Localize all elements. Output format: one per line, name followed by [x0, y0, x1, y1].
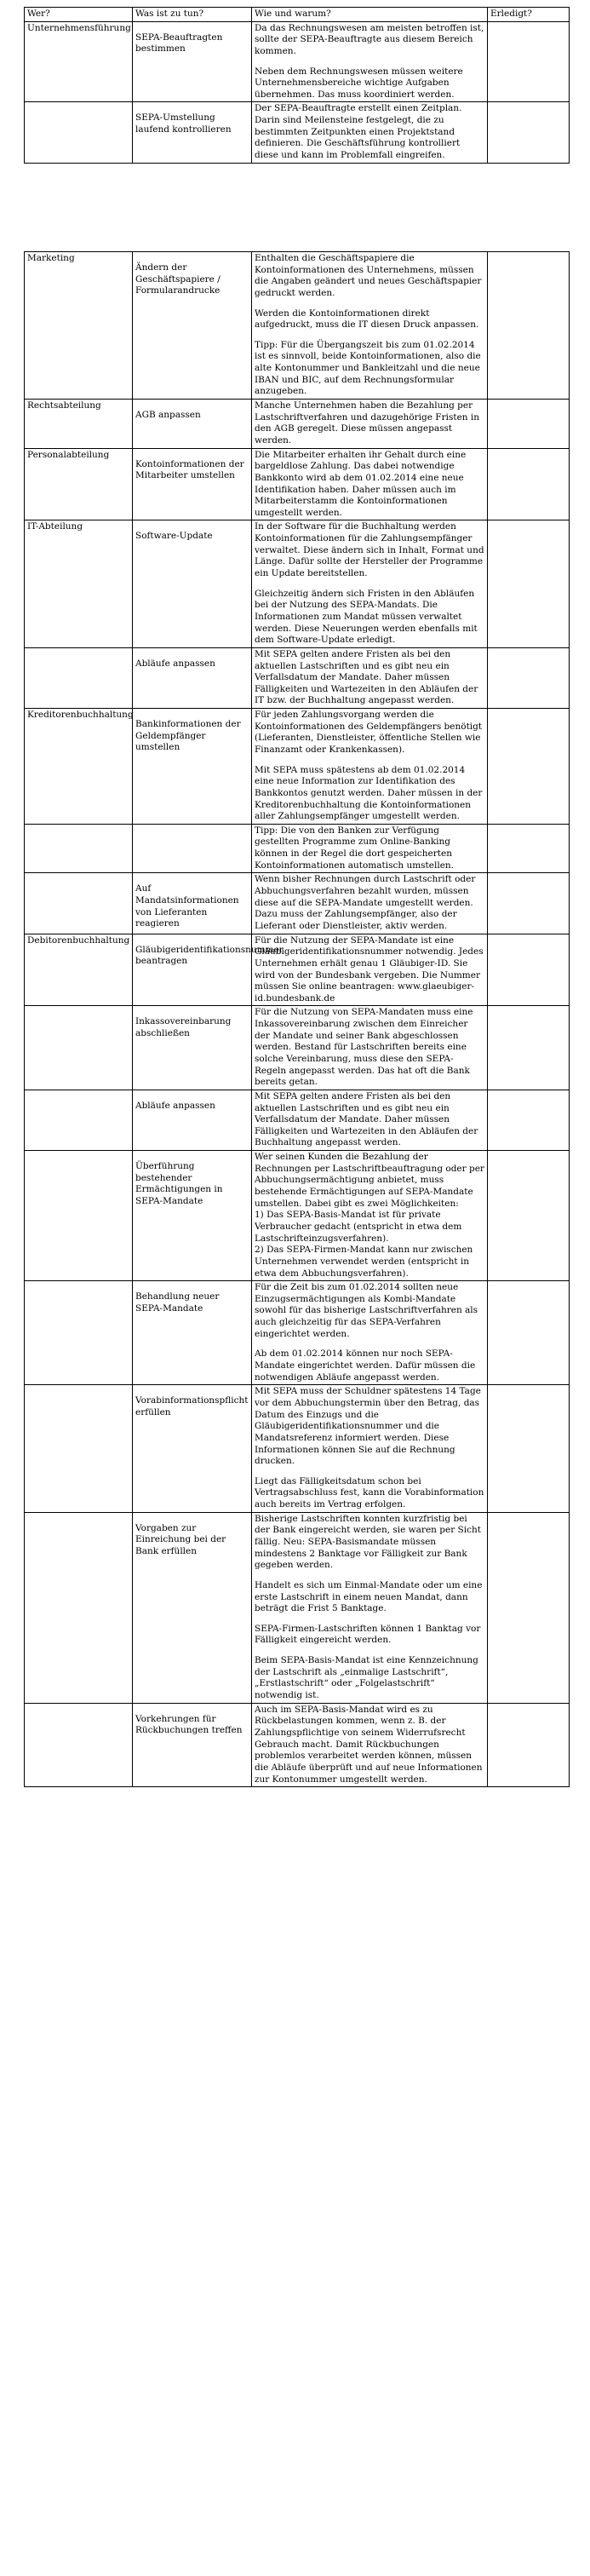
cell-who: Debitorenbuchhaltung [25, 934, 133, 1006]
table-row [25, 1385, 570, 1512]
table-row [25, 1512, 570, 1703]
cell-who: Rechtsabteilung [25, 400, 133, 449]
cell-how [252, 647, 488, 708]
cell-what: Vorabinformationspflicht erfüllen [133, 1385, 252, 1512]
how-paragraph: Tipp: Für die Übergangszeit bis zum 01.02.2014 ist es sinnvoll, beide Kontoinformationen, also die alte Kontonummer und Bankleitzahl und die neue IBAN und BIC, auf dem Rechnungsformular anzugeben. [255, 339, 481, 397]
table-row [25, 873, 570, 934]
how-paragraph: Bisherige Lastschriften konnten kurzfristig bei der Bank eingereicht werden, sie waren per Sicht fällig. Neu: SEPA-Basismandate müssen mindestens 2 Banktage vor Fälligkeit zur Bank gegeben werden. [255, 1513, 481, 1571]
cell-who [25, 873, 133, 934]
how-paragraph: Beim SEPA-Basis-Mandat ist eine Kennzeichnung der Lastschrift als „einmalige Lastschrift“, „Erstlastschrift“ oder „Folgelastschrift“ notwendig ist. [255, 1655, 478, 1701]
how-paragraph: Tipp: Die von den Banken zur Verfügung gestellten Programme zum Online-Banking können in der Regel die dort gespeicherten Kontoinformationen automatisch umstellen. [255, 825, 455, 871]
cell-who: Kreditorenbuchhaltung [25, 709, 133, 825]
cell-what: AGB anpassen [133, 400, 252, 449]
cell-what: Vorgaben zur Einreichung bei der Bank erfüllen [133, 1512, 252, 1703]
cell-who: Unternehmensführung [25, 21, 133, 102]
how-paragraph: Für die Nutzung von SEPA-Mandaten muss eine Inkassovereinbarung zwischen dem Einreicher der Mandate und seiner Bank abgeschlossen werden. Bestand für Lastschriften bereits eine solche Vereinbarung, muss diese den SEPA-Regeln angepasst werden. Das hat oft die Bank bereits getan. [255, 1007, 473, 1088]
how-paragraph: Wer seinen Kunden die Bezahlung der Rechnungen per Lastschriftbeauftragung oder per Abbuchungsermächtigung anbietet, muss bestehende Ermächtigungen auf SEPA-Mandate umstellen. Dabei gibt es zwei Möglichkeiten: 1) Das SEPA-Basis-Mandat ist für private Verbraucher gedacht (entspricht in etwa dem Lastschrifteinzugsverfahren). 2) Das SEPA-Firmen-Mandat kann nur zwischen Unternehmen verwendet werden (entspricht in etwa dem Abbuchungsverfahren). [255, 1152, 484, 1279]
how-paragraph: Mit SEPA gelten andere Fristen als bei den aktuellen Lastschriften und es gibt neu ein Verfallsdatum der Mandate. Daher müssen Fälligkeiten und Wartezeiten in den Abläufen der IT bzw. der Buchhaltung angepasst werden. [255, 648, 478, 706]
cell-what: Überführung bestehender Ermächtigungen in SEPA-Mandate [133, 1151, 252, 1281]
cell-who [25, 1090, 133, 1150]
cell-how [252, 824, 488, 873]
how-paragraph: In der Software für die Buchhaltung werden Kontoinformationen für die Zahlungsempfänger verwaltet. Diese ändern sich in Inhalt, Format und Länge. Dafür sollte der Hersteller der Programme ein Update bereitstellen. [255, 521, 484, 579]
cell-what: Bankinformationen der Geldempfänger umstellen [133, 709, 252, 825]
cell-how [252, 252, 488, 400]
table-row [25, 102, 570, 163]
task-table-part-1 [24, 7, 570, 164]
cell-who [25, 1703, 133, 1786]
cell-how [252, 400, 488, 449]
header-done: Erledigt? [488, 8, 570, 22]
cell-what: Kontoinformationen der Mitarbeiter umstellen [133, 448, 252, 520]
table-header-row [25, 8, 570, 22]
table-row [25, 448, 570, 520]
table-row [25, 824, 570, 873]
cell-done[interactable] [488, 520, 570, 647]
cell-what: Abläufe anpassen [133, 1090, 252, 1150]
cell-what: Behandlung neuer SEPA-Mandate [133, 1281, 252, 1385]
cell-how [252, 934, 488, 1006]
how-paragraph: Für jeden Zahlungsvorgang werden die Kontoinformationen des Geldempfängers benötigt (Lieferanten, Dienstleister, öffentliche Stellen wie Finanzamt oder Krankenkassen). [255, 710, 483, 755]
cell-what: Software-Update [133, 520, 252, 647]
cell-how [252, 873, 488, 934]
table-row [25, 252, 570, 400]
cell-who [25, 647, 133, 708]
cell-how [252, 520, 488, 647]
cell-who [25, 1151, 133, 1281]
cell-how [252, 1281, 488, 1385]
cell-what: Gläubigeridentifikationsnummer beantragen [133, 934, 252, 1006]
cell-who [25, 824, 133, 873]
how-paragraph: Auch im SEPA-Basis-Mandat wird es zu Rückbelastungen kommen, wenn z. B. der Zahlungspflichtige von seinem Widerrufsrecht Gebrauch macht. Damit Rückbuchungen problemlos verarbeitet werden können, müssen die Abläufe überprüft und auf neue Informationen zur Kontonummer umgestellt werden. [255, 1704, 483, 1785]
how-paragraph: Handelt es sich um Einmal-Mandate oder um eine erste Lastschrift in einem neuen Mandat, dann beträgt die Frist 5 Banktage. [255, 1579, 483, 1614]
cell-done[interactable] [488, 1006, 570, 1090]
cell-how [252, 448, 488, 520]
header-who: Wer? [25, 8, 133, 22]
cell-who: IT-Abteilung [25, 520, 133, 647]
cell-what [133, 824, 252, 873]
cell-done[interactable] [488, 252, 570, 400]
cell-done[interactable] [488, 709, 570, 825]
table-row [25, 1703, 570, 1786]
cell-how [252, 1385, 488, 1512]
how-paragraph: Der SEPA-Beauftragte erstellt einen Zeitplan. Darin sind Meilensteine festgelegt, die zu bestimmten Zeitpunkten einen Projektstand definieren. Die Geschäftsführung kontrolliert diese und kann im Problemfall eingreifen. [255, 103, 462, 161]
cell-done[interactable] [488, 400, 570, 449]
cell-what: Inkassovereinbarung abschließen [133, 1006, 252, 1090]
how-paragraph: Die Mitarbeiter erhalten ihr Gehalt durch eine bargeldlose Zahlung. Das dabei notwendige Bankkonto wird ab dem 01.02.2014 eine neue Identifikation haben. Daher müssen auch im Mitarbeiterstamm die Kontoinformationen umgestellt werden. [255, 449, 467, 518]
cell-what: SEPA-Beauftragten bestimmen [133, 21, 252, 102]
cell-done[interactable] [488, 1151, 570, 1281]
cell-how [252, 709, 488, 825]
header-how: Wie und warum? [252, 8, 488, 22]
cell-done[interactable] [488, 824, 570, 873]
cell-done[interactable] [488, 102, 570, 163]
cell-how [252, 21, 488, 102]
table-row [25, 1281, 570, 1385]
how-paragraph: Wenn bisher Rechnungen durch Lastschrift oder Abbuchungsverfahren bezahlt wurden, müssen diese auf die SEPA-Mandate umgestellt werden. Dazu muss der Zahlungsempfänger, also der Lieferant oder Dienstleister, aktiv werden. [255, 874, 476, 931]
cell-done[interactable] [488, 934, 570, 1006]
how-paragraph: Gleichzeitig ändern sich Fristen in den Abläufen bei der Nutzung des SEPA-Mandats. Die Informationen zum Mandat müssen verwaltet werden. Diese Neuerungen werden ebenfalls mit dem Software-Update erledigt. [255, 588, 478, 646]
table-row [25, 647, 570, 708]
cell-how [252, 1703, 488, 1786]
how-paragraph: Ab dem 01.02.2014 können nur noch SEPA-Mandate eingerichtet werden. Dafür müssen die notwendigen Abläufe angepasst werden. [255, 1348, 476, 1383]
how-paragraph: Mit SEPA muss spätestens ab dem 01.02.2014 eine neue Information zur Identifikation des Bankkontos genutzt werden. Daher müssen in der Kreditorenbuchhaltung die Kontoinformationen aller Zahlungsempfänger umgestellt werden. [255, 764, 483, 822]
how-paragraph: Manche Unternehmen haben die Bezahlung per Lastschriftverfahren und dazugehörige Fristen in den AGB geregelt. Diese müssen angepasst werden. [255, 400, 479, 446]
header-what: Was ist zu tun? [133, 8, 252, 22]
cell-what: Abläufe anpassen [133, 647, 252, 708]
cell-who [25, 1385, 133, 1512]
cell-done[interactable] [488, 1512, 570, 1703]
cell-what: Auf Mandatsinformationen von Lieferanten reagieren [133, 873, 252, 934]
table-row [25, 1151, 570, 1281]
cell-what: Ändern der Geschäftspapiere / Formularandrucke [133, 252, 252, 400]
how-paragraph: Mit SEPA muss der Schuldner spätestens 14 Tage vor dem Abbuchungstermin über den Betrag, das Datum des Einzugs und die Gläubigeridentifikationsnummer und die Mandatsreferenz informiert werden. Diese Informationen können Sie auf die Rechnung drucken. [255, 1386, 481, 1467]
how-paragraph: Neben dem Rechnungswesen müssen weitere Unternehmensbereiche wichtige Aufgaben übernehmen. Das muss koordiniert werden. [255, 66, 463, 100]
cell-what: Vorkehrungen für Rückbuchungen treffen [133, 1703, 252, 1786]
how-paragraph: Für die Zeit bis zum 01.02.2014 sollten neue Einzugsermächtigungen als Kombi-Mandate sowohl für das bisherige Lastschriftverfahren als auch gleichzeitig für das SEPA-Verfahren eingerichtet werden. [255, 1282, 478, 1339]
task-table-part-2 [24, 251, 570, 1787]
cell-how [252, 1151, 488, 1281]
cell-done[interactable] [488, 873, 570, 934]
cell-who: Personalabteilung [25, 448, 133, 520]
cell-done[interactable] [488, 1090, 570, 1150]
cell-how [252, 1006, 488, 1090]
table-row [25, 934, 570, 1006]
cell-how [252, 1512, 488, 1703]
cell-done[interactable] [488, 448, 570, 520]
how-paragraph: Werden die Kontoinformationen direkt aufgedruckt, muss die IT diesen Druck anpassen. [255, 308, 479, 331]
how-paragraph: Liegt das Fälligkeitsdatum schon bei Vertragsabschluss fest, kann die Vorabinformation auch bereits im Vertrag erfolgen. [255, 1475, 484, 1510]
how-paragraph: Enthalten die Geschäftspapiere die Kontoinformationen des Unternehmens, müssen die Angaben geändert und neues Geschäftspapier gedruckt werden. [255, 253, 482, 298]
cell-done[interactable] [488, 1385, 570, 1512]
cell-who [25, 1006, 133, 1090]
cell-done[interactable] [488, 647, 570, 708]
table-row [25, 1006, 570, 1090]
table-row [25, 1090, 570, 1150]
how-paragraph: Da das Rechnungswesen am meisten betroffen ist, sollte der SEPA-Beauftragte aus diesem Bereich kommen. [255, 22, 484, 56]
how-paragraph: SEPA-Firmen-Lastschriften können 1 Banktag vor Fälligkeit eingereicht werden. [255, 1623, 481, 1646]
cell-who: Marketing [25, 252, 133, 400]
cell-done[interactable] [488, 1281, 570, 1385]
cell-who [25, 1281, 133, 1385]
table-row [25, 709, 570, 825]
table-row [25, 21, 570, 102]
cell-done[interactable] [488, 1703, 570, 1786]
cell-how [252, 1090, 488, 1150]
how-paragraph: Für die Nutzung der SEPA-Mandate ist eine Gläubigeridentifikationsnummer notwendig. Jedes Unternehmen erhält genau 1 Gläubiger-ID. Sie wird von der Bundesbank vergeben. Die Nummer müssen Sie online beantragen: www.glaeubiger-id.bundesbank.de [255, 934, 484, 1003]
how-paragraph: Mit SEPA gelten andere Fristen als bei den aktuellen Lastschriften und es gibt neu ein Verfallsdatum der Mandate. Daher müssen Fälligkeiten und Wartezeiten in den Abläufen der Buchhaltung angepasst werden. [255, 1090, 478, 1148]
cell-how [252, 102, 488, 163]
cell-done[interactable] [488, 21, 570, 102]
cell-what: SEPA-Umstellung laufend kontrollieren [133, 102, 252, 163]
cell-who [25, 102, 133, 163]
cell-who [25, 1512, 133, 1703]
table-row [25, 400, 570, 449]
table-row [25, 520, 570, 647]
